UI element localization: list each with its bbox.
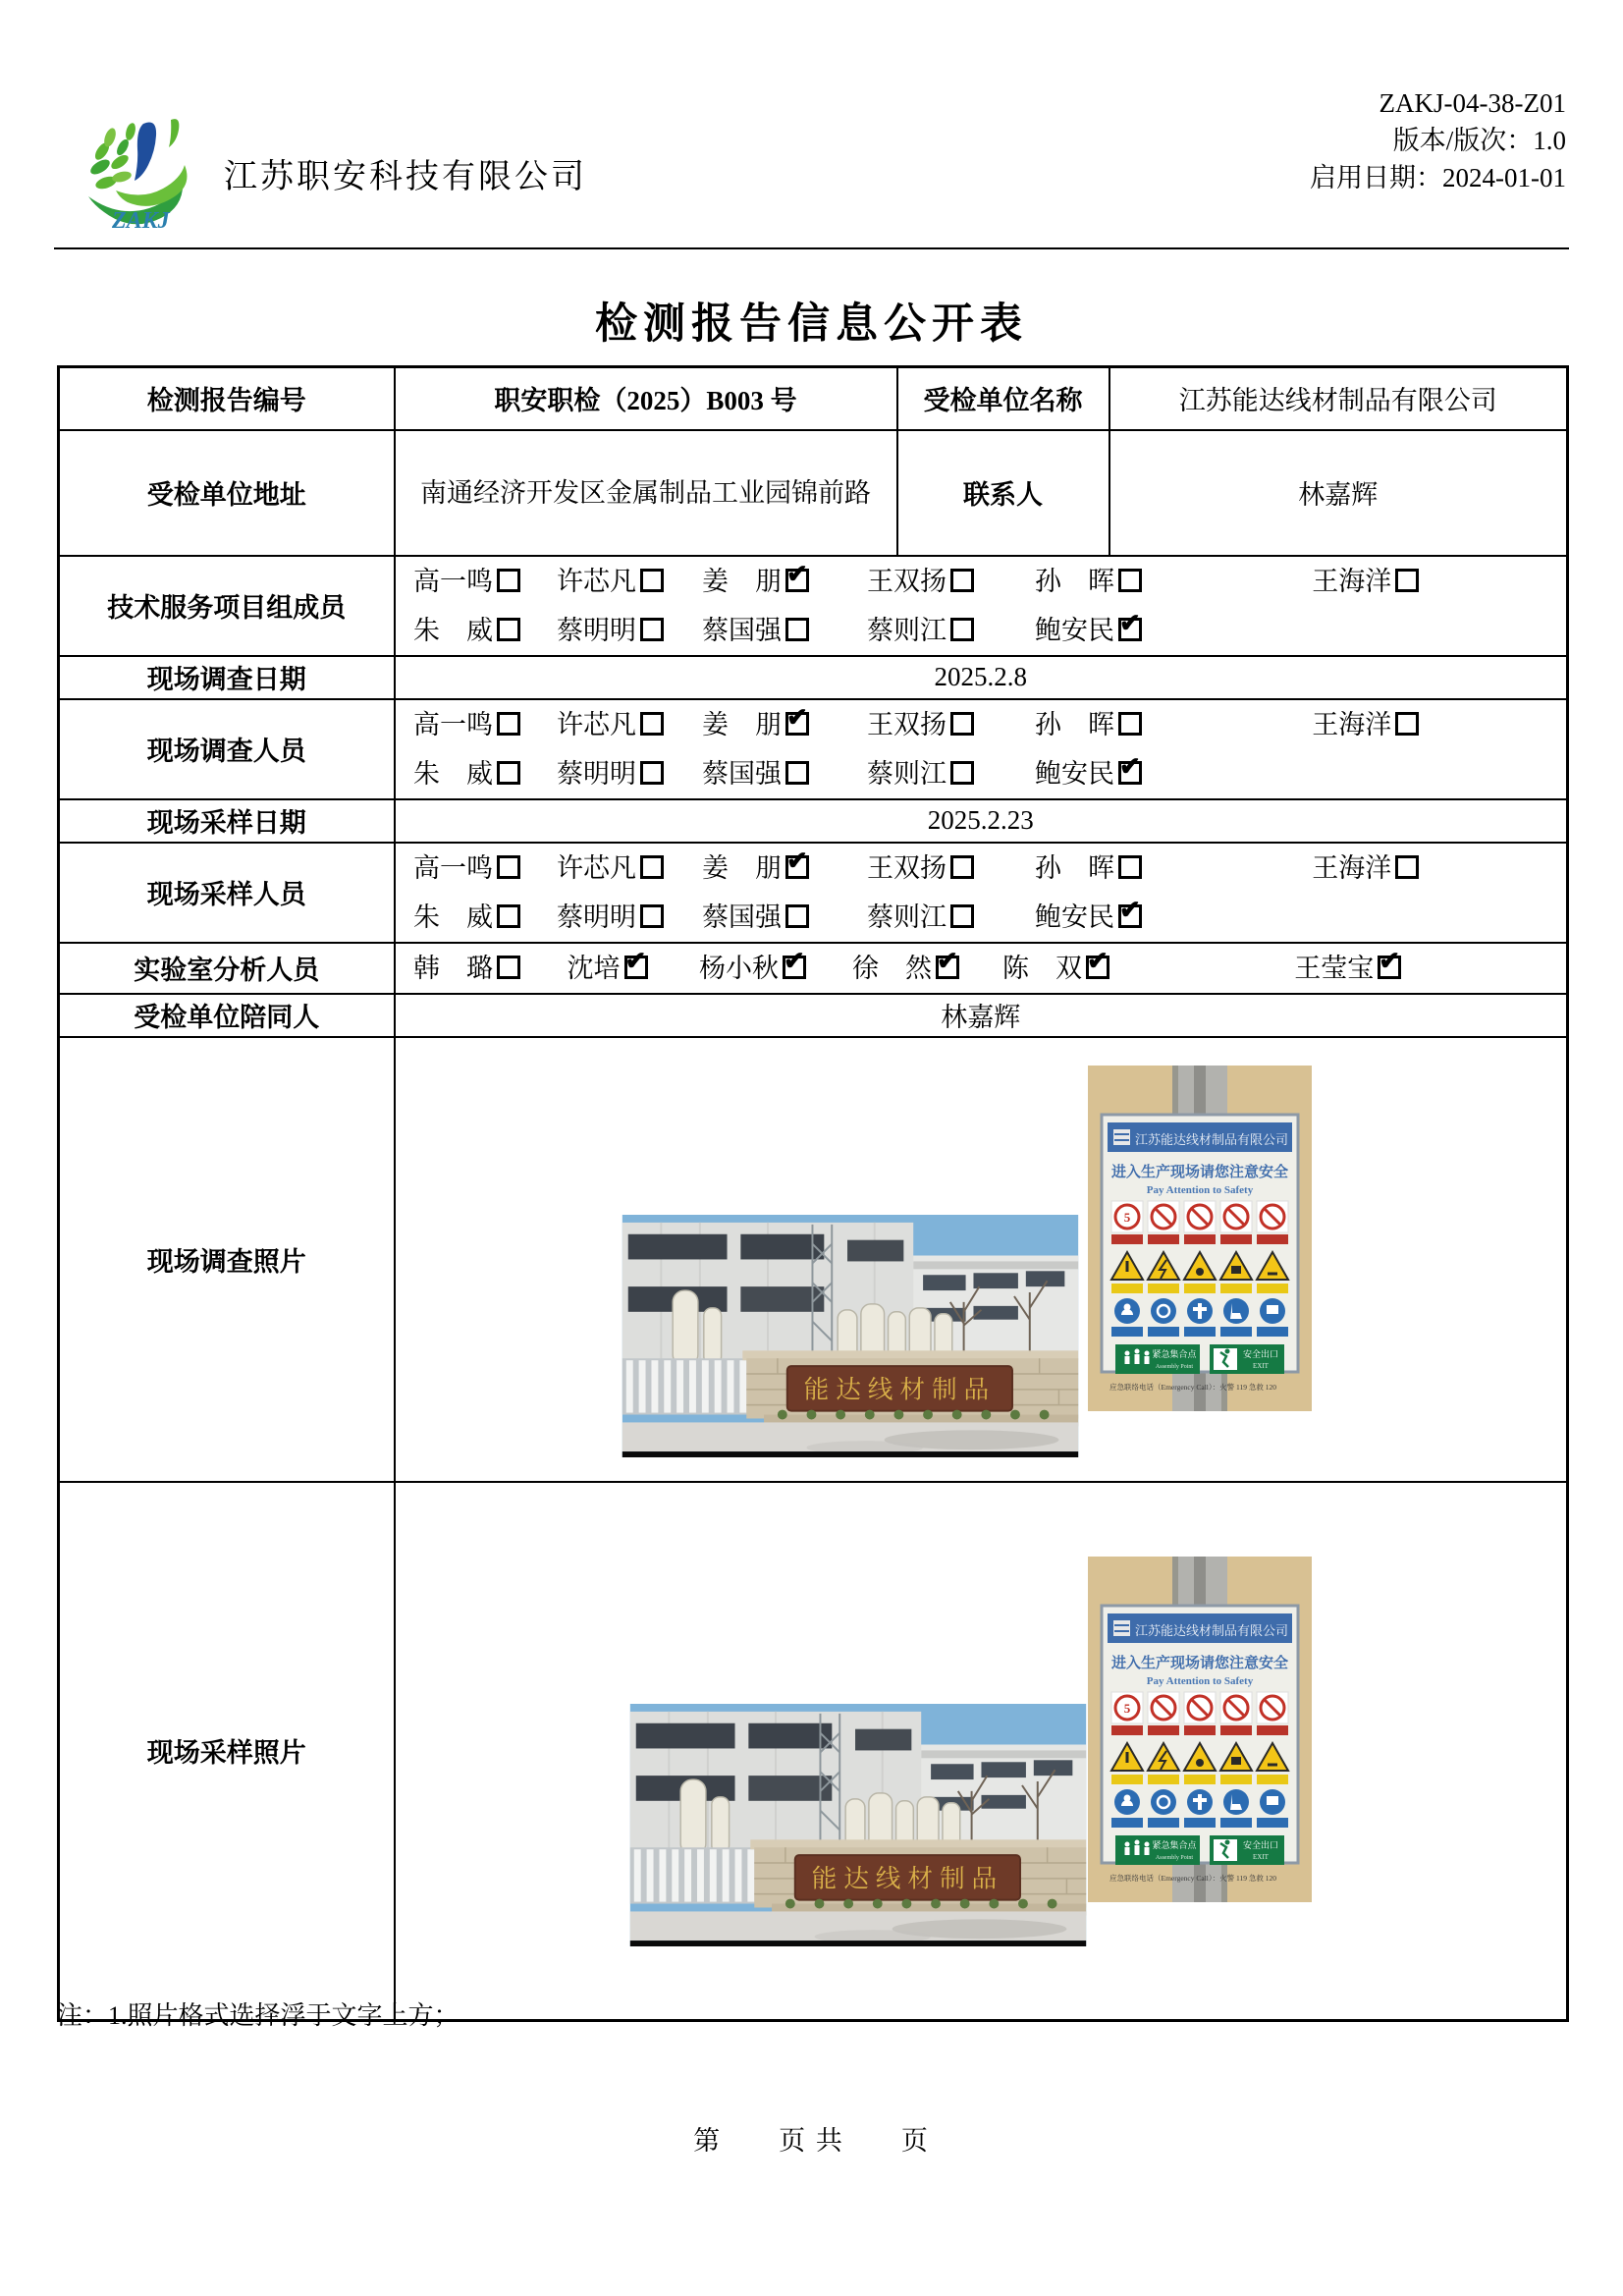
checkbox-unchecked-icon [640,569,664,592]
address-label: 受检单位地址 [59,430,395,556]
checkbox-checked-icon [624,956,648,979]
checkbox-unchecked-icon [640,904,664,928]
document-info-block [1310,84,1566,196]
sampling-staff-label: 现场采样人员 [59,843,395,943]
member-name: 王双扬 [830,844,1012,893]
safety-board-photo [1088,1557,1312,1902]
safety-board-footer: 应急联络电话（Emergency Call）：火警 119 急救 120 [1109,1873,1276,1883]
svg-text:5: 5 [1123,1700,1130,1716]
member-name: 鲍安民✔ [1012,749,1165,798]
accompany-label: 受检单位陪同人 [59,994,395,1037]
safety-board-company: 江苏能达线材制品有限公司 [1134,1622,1288,1638]
checkbox-checked-icon [1118,904,1142,928]
member-name: 陈 双 ✔ [983,944,1130,993]
checkbox-unchecked-icon [950,855,974,879]
checkbox-unchecked-icon [497,904,520,928]
checkbox-unchecked-icon [1395,855,1419,879]
lab-staff-line [396,944,1567,993]
svg-text:EXIT: EXIT [1252,1852,1269,1861]
unit-name-label: 受检单位名称 [897,367,1109,430]
member-name: 蔡则江 [830,749,1012,798]
safety-board-subtitle: Pay Attention to Safety [1146,1183,1253,1196]
member-name: 高一鸣 [396,844,539,893]
checkbox-unchecked-icon [640,712,664,736]
member-name: 孙 晖 [1012,700,1165,749]
company-name: 江苏职安科技有限公司 [224,159,587,195]
checkbox-unchecked-icon [1118,569,1142,592]
factory-photo [627,1704,1089,1946]
unit-name-value: 江苏能达线材制品有限公司 [1109,367,1568,430]
report-no-label: 检测报告编号 [59,367,395,430]
contact-label: 联系人 [897,430,1109,556]
team-members-line2 [396,606,1567,655]
safety-board-title: 进入生产现场请您注意安全 [1110,1655,1288,1671]
checkbox-unchecked-icon [640,855,664,879]
member-name: 杨小秋 ✔ [676,944,830,993]
checkbox-checked-icon [1378,956,1401,979]
member-name: 沈培 ✔ [539,944,676,993]
checkbox-checked-icon [785,712,809,736]
member-name: 蔡则江 [830,893,1012,942]
assembly-point-sign [1115,1835,1200,1865]
company-logo [77,106,214,234]
safety-board-footer: 应急联络电话（Emergency Call）：火警 119 急救 120 [1109,1382,1276,1392]
svg-text:EXIT: EXIT [1252,1361,1269,1370]
factory-gate-sign-text: 能达线材制品 [811,1864,1003,1893]
svg-text:Assembly Point: Assembly Point [1155,1854,1193,1861]
member-name: 王双扬 [830,557,1012,606]
checkbox-unchecked-icon [640,618,664,641]
sampling-staff-line2 [396,893,1567,942]
member-name: 高一鸣 [396,700,539,749]
checkbox-unchecked-icon [497,712,520,736]
member-name: 蔡国强 [682,893,830,942]
svg-text:Assembly Point: Assembly Point [1155,1363,1193,1370]
checkbox-unchecked-icon [497,855,520,879]
member-name: 姜 朋 ✔ [682,844,830,893]
contact-value: 林嘉辉 [1109,430,1568,556]
team-label: 技术服务项目组成员 [59,556,395,656]
checkbox-unchecked-icon [950,618,974,641]
checkbox-unchecked-icon [950,712,974,736]
member-name: 朱 威 [396,749,539,798]
member-name: 许芯凡 [539,700,682,749]
prohibition-signs-row [1111,1692,1288,1735]
header-divider [54,247,1569,249]
member-name: 许芯凡 [539,844,682,893]
member-name: 姜 朋 ✔ [682,557,830,606]
checkbox-unchecked-icon [1118,712,1142,736]
logo-graphic [77,106,214,234]
survey-staff-cell [395,699,1568,799]
checkbox-unchecked-icon [950,761,974,785]
checkbox-unchecked-icon [497,761,520,785]
member-name: 蔡国强 [682,606,830,655]
checkbox-unchecked-icon [497,956,520,979]
sampling-photo-cell [395,1482,1568,2021]
lab-staff-label: 实验室分析人员 [59,943,395,994]
member-name: 鲍安民✔ [1012,606,1165,655]
member-name: 王海洋 [1165,844,1567,893]
safety-board-photo [1088,1066,1312,1411]
page-title: 检测报告信息公开表 [595,301,1028,348]
sampling-staff-line1 [396,844,1567,893]
svg-text:紧急集合点: 紧急集合点 [1151,1348,1197,1359]
checkbox-unchecked-icon [1118,855,1142,879]
document-date: 启用日期：2024-01-01 [1310,163,1566,192]
factory-photo [620,1215,1081,1457]
member-name: 蔡则江 [830,606,1012,655]
checkbox-checked-icon [1118,618,1142,641]
note-text: 注：1.照片格式选择浮于文字上方； [57,2001,460,2030]
document-code: ZAKJ-04-38-Z01 [1379,88,1566,118]
member-name: 蔡明明 [539,606,682,655]
checkbox-unchecked-icon [950,569,974,592]
member-name: 蔡明明 [539,749,682,798]
member-name: 王海洋 [1165,700,1567,749]
checkbox-unchecked-icon [640,761,664,785]
logo-text: ZAKJ [112,208,170,234]
sampling-date-label: 现场采样日期 [59,799,395,843]
checkbox-checked-icon [1086,956,1109,979]
sampling-date-value: 2025.2.23 [395,799,1568,843]
checkbox-unchecked-icon [1395,569,1419,592]
checkbox-checked-icon [785,569,809,592]
member-name: 鲍安民✔ [1012,893,1165,942]
safety-board-title: 进入生产现场请您注意安全 [1110,1164,1288,1180]
report-no-value: 职安职检（2025）B003 号 [395,367,897,430]
checkbox-checked-icon [783,956,806,979]
survey-photo-cell [395,1037,1568,1482]
safety-board-company: 江苏能达线材制品有限公司 [1134,1131,1288,1147]
accompany-value: 林嘉辉 [395,994,1568,1037]
member-name: 孙 晖 [1012,844,1165,893]
address-value: 南通经济开发区金属制品工业园锦前路 [395,430,897,556]
factory-gate-sign-text: 能达线材制品 [803,1375,996,1404]
survey-photo-label: 现场调查照片 [59,1037,395,1482]
svg-text:安全出口: 安全出口 [1242,1839,1278,1850]
svg-text:5: 5 [1123,1209,1130,1225]
member-name: 朱 威 [396,893,539,942]
checkbox-unchecked-icon [785,618,809,641]
prohibition-signs-row [1111,1201,1288,1244]
page-number-footer: 第 页 共 页 [693,2126,930,2156]
checkbox-checked-icon [1118,761,1142,785]
checkbox-unchecked-icon [497,618,520,641]
safety-board-subtitle: Pay Attention to Safety [1146,1674,1253,1687]
member-name: 朱 威 [396,606,539,655]
document-version: 版本/版次：1.0 [1392,126,1566,155]
sampling-photo-label: 现场采样照片 [59,1482,395,2021]
sampling-staff-cell [395,843,1568,943]
svg-text:紧急集合点: 紧急集合点 [1151,1839,1197,1850]
checkbox-checked-icon [785,855,809,879]
member-name: 徐 然 ✔ [830,944,983,993]
exit-sign [1210,1344,1284,1374]
checkbox-unchecked-icon [950,904,974,928]
exit-sign [1210,1835,1284,1865]
checkbox-unchecked-icon [497,569,520,592]
info-table [57,365,1569,2022]
member-name: 蔡明明 [539,893,682,942]
survey-staff-label: 现场调查人员 [59,699,395,799]
team-members-cell [395,556,1568,656]
member-name: 韩 璐 [396,944,539,993]
checkbox-checked-icon [936,956,959,979]
member-name: 许芯凡 [539,557,682,606]
member-name: 王海洋 [1165,557,1567,606]
survey-date-label: 现场调查日期 [59,656,395,699]
survey-date-value: 2025.2.8 [395,656,1568,699]
member-name: 王双扬 [830,700,1012,749]
survey-staff-line2 [396,749,1567,798]
member-name: 王莹宝✔ [1130,944,1567,993]
team-members-line1 [396,557,1567,606]
assembly-point-sign [1115,1344,1200,1374]
checkbox-unchecked-icon [1395,712,1419,736]
member-name: 姜 朋 ✔ [682,700,830,749]
member-name: 蔡国强 [682,749,830,798]
survey-staff-line1 [396,700,1567,749]
member-name: 孙 晖 [1012,557,1165,606]
lab-staff-cell [395,943,1568,994]
checkbox-unchecked-icon [785,904,809,928]
svg-text:安全出口: 安全出口 [1242,1348,1278,1359]
checkbox-unchecked-icon [785,761,809,785]
member-name: 高一鸣 [396,557,539,606]
